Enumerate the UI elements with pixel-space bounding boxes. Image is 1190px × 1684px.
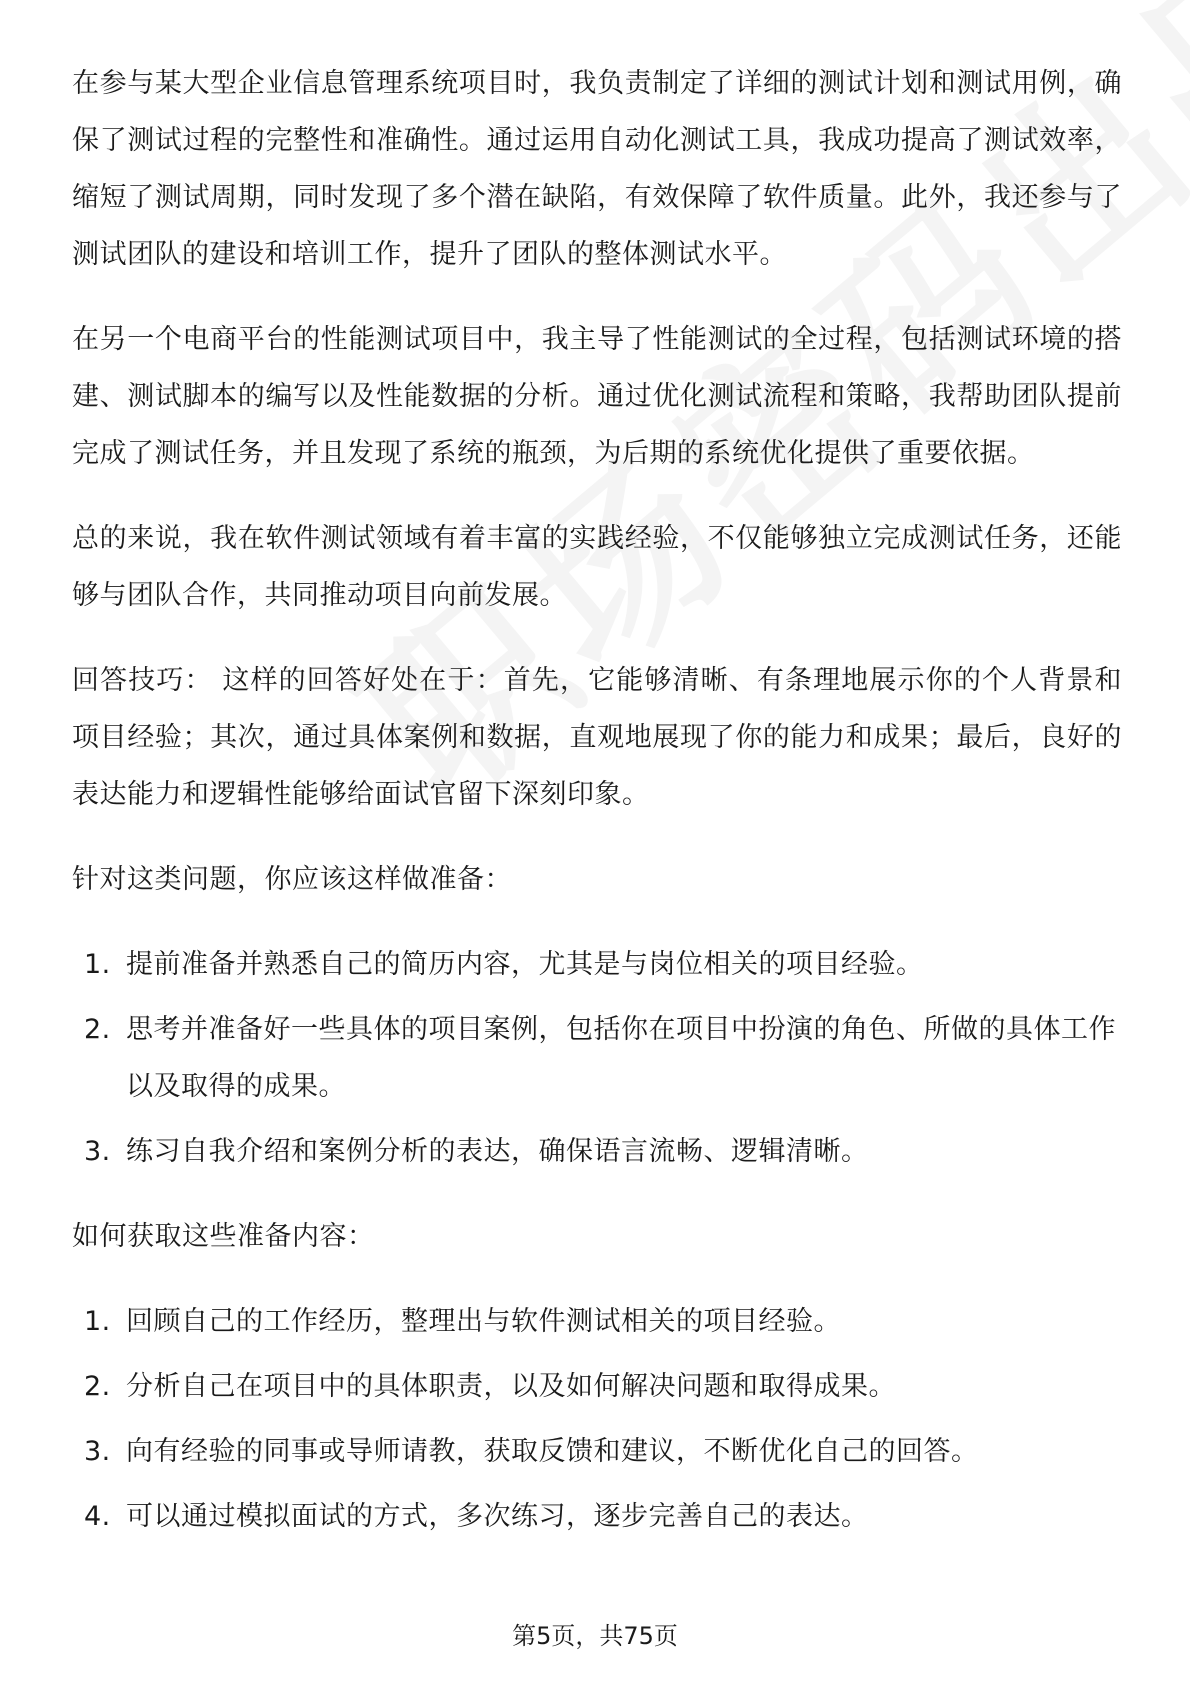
list-item <box>72 1001 1122 1115</box>
list-item <box>72 1423 1122 1480</box>
list-number: 4. <box>84 1501 111 1532</box>
page-footer: 第5页，共75页 <box>512 1622 678 1650</box>
source-list <box>72 1293 1122 1545</box>
list-item <box>72 1123 1122 1180</box>
prep-list <box>72 936 1122 1180</box>
list-item-text: 向有经验的同事或导师请教，获取反馈和建议，不断优化自己的回答。 <box>126 1436 979 1467</box>
source-heading: 如何获取这些准备内容： <box>72 1221 375 1252</box>
list-item <box>72 936 1122 993</box>
paragraph-summary: 总的来说，我在软件测试领域有着丰富的实践经验，不仅能够独立完成测试任务，还能够与团队合作，共同推动项目向前发展。 <box>72 523 1122 611</box>
paragraph-answer-tips: 回答技巧： 这样的回答好处在于：首先，它能够清晰、有条理地展示你的个人背景和项目经验；其次，通过具体案例和数据，直观地展现了你的能力和成果；最后，良好的表达能力和逻辑性能够给面试官留下深刻印象。 <box>72 665 1122 810</box>
list-number: 1. <box>84 1306 111 1337</box>
paragraph-enterprise-project: 在参与某大型企业信息管理系统项目时，我负责制定了详细的测试计划和测试用例，确保了测试过程的完整性和准确性。通过运用自动化测试工具，我成功提高了测试效率，缩短了测试周期，同时发现了多个潜在缺陷，有效保障了软件质量。此外，我还参与了测试团队的建设和培训工作，提升了团队的整体测试水平。 <box>72 68 1122 270</box>
document-body <box>72 55 1122 1573</box>
list-item-text: 回顾自己的工作经历，整理出与软件测试相关的项目经验。 <box>126 1306 841 1337</box>
list-item-text: 思考并准备好一些具体的项目案例，包括你在项目中扮演的角色、所做的具体工作以及取得的成果。 <box>126 1014 1116 1102</box>
list-number: 3. <box>84 1136 111 1167</box>
paragraph-ecommerce-project: 在另一个电商平台的性能测试项目中，我主导了性能测试的全过程，包括测试环境的搭建、测试脚本的编写以及性能数据的分析。通过优化测试流程和策略，我帮助团队提前完成了测试任务，并且发现了系统的瓶颈，为后期的系统优化提供了重要依据。 <box>72 324 1122 469</box>
list-number: 3. <box>84 1436 111 1467</box>
list-number: 1. <box>84 949 111 980</box>
list-item <box>72 1358 1122 1415</box>
list-number: 2. <box>84 1371 111 1402</box>
list-item-text: 练习自我介绍和案例分析的表达，确保语言流畅、逻辑清晰。 <box>126 1136 869 1167</box>
list-item <box>72 1488 1122 1545</box>
list-item-text: 提前准备并熟悉自己的简历内容，尤其是与岗位相关的项目经验。 <box>126 949 924 980</box>
list-item-text: 分析自己在项目中的具体职责，以及如何解决问题和取得成果。 <box>126 1371 896 1402</box>
list-number: 2. <box>84 1014 111 1045</box>
prep-heading: 针对这类问题，你应该这样做准备： <box>72 864 512 895</box>
list-item-text: 可以通过模拟面试的方式，多次练习，逐步完善自己的表达。 <box>126 1501 869 1532</box>
list-item <box>72 1293 1122 1350</box>
